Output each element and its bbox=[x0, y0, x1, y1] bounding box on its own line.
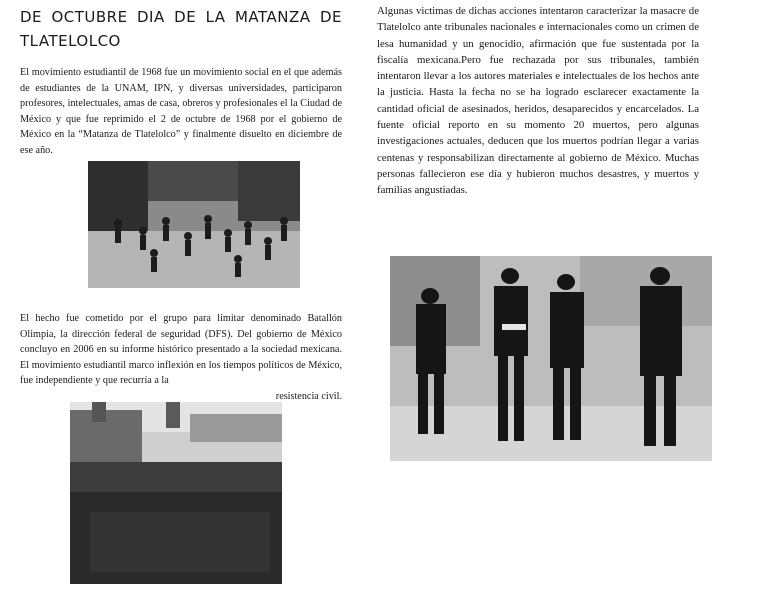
intro-paragraph: El movimiento estudiantil de 1968 fue un movimiento social en el que además de estudiantes de la UNAM, IPN, y diversas universidades, participaron profesores, intelectuales, amas de casa, obreros y profesionales el la Ciudad de México y que fue reprimido el 2 de octubre de 1968 por el gobierno de México en la “Matanza de Tlatelolco” y finalmente disuelto en diciembre de ese año. bbox=[20, 67, 342, 156]
victims-paragraph: Algunas victimas de dichas acciones intentaron caracterizar la masacre de Tlatelolco ante tribunales nacionales e internacionales como un crimen de lesa humanidad y un genocidio, afirmación que fue sustentada por la fiscalía mexicana.Pero fue rechazada por sus tribunales, también intentaron llevar a los autores materiales e intelectuales de los hechos ante la justicia. Hasta la fecha no se ha logrado esclarecer exactamente la cantidad oficial de asesinados, heridos, desaparecidos y encarcelados. La fuente oficial reporto en su momento 20 muertos, pero algunas investigaciones actuales, deducen que los muertos podrían llegar a varias centenas y responsabilizan directamente al gobierno de México. Muchas personas fallecieron ese día y hubieron muchos desastres, y muertos y familias angustiadas. bbox=[377, 5, 699, 197]
detained-student-photo bbox=[390, 256, 712, 461]
students-running-photo bbox=[88, 161, 300, 288]
hecho-text: El hecho fue cometido por el grupo para limitar denominado Batallón Olimpia, la dirección federal de seguridad (DFS). Del gobierno de México concluyo en 2006 en su informe histórico presentado a la sociedad mexicana. El movimiento estudiantil marco inflexión en los tiempos políticos de México, fue independiente y que recurría a la bbox=[20, 313, 342, 387]
hecho-text-end: resistencia civil. bbox=[275, 390, 342, 402]
crowd-plaza-photo bbox=[70, 402, 282, 584]
hecho-paragraph bbox=[20, 311, 342, 405]
page-title: DE OCTUBRE DIA DE LA MATANZA DE TLATELOLCO bbox=[20, 8, 342, 50]
